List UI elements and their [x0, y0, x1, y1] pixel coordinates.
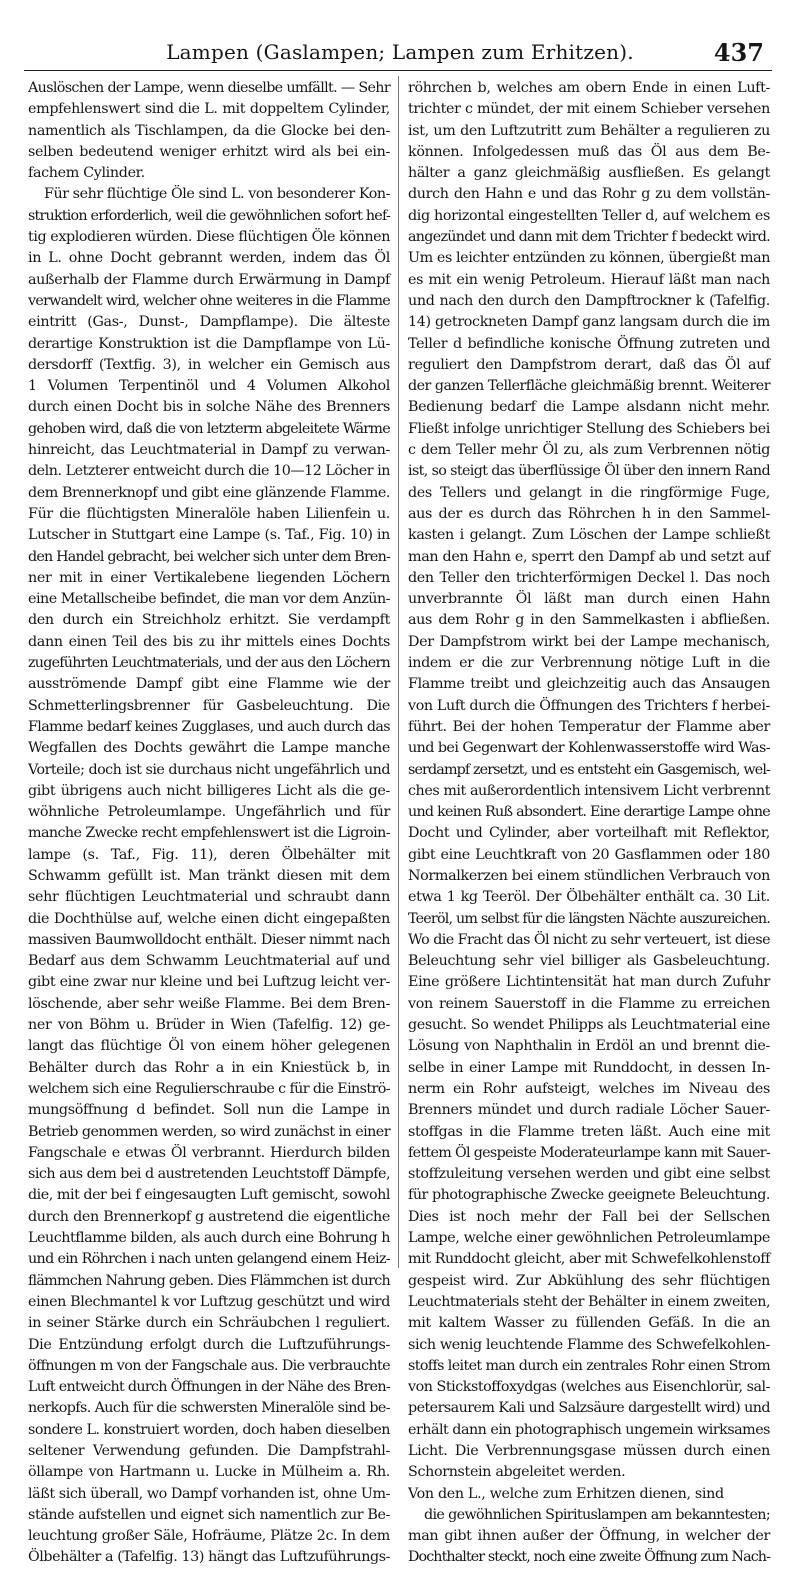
text-line: zugeführten Leuchtmaterials, und der aus den Löchern	[28, 655, 390, 672]
text-line: Schwamm gefüllt ist. Man tränkt diesen mit dem	[28, 867, 390, 884]
text-line: und bei Gegenwart der Kohlenwasserstoffe wird Was-	[408, 740, 770, 757]
text-line: angezündet und dann mit dem Trichter f bedeckt wird.	[408, 229, 770, 246]
text-line: öllampe von Hartmann u. Lucke in Mülheim a. Rh.	[28, 1464, 390, 1481]
text-line: Der Dampfstrom wirkt bei der Lampe mechanisch,	[408, 633, 770, 650]
text-line: fachem Cylinder.	[28, 165, 145, 182]
text-line: ner von Böhm u. Brüder in Wien (Tafelfig. 12) ge-	[28, 1017, 390, 1034]
text-line: namentlich als Tischlampen, da die Glocke bei den-	[28, 122, 390, 139]
text-line: Von den L., welche zum Erhitzen dienen, sind	[408, 1485, 724, 1502]
text-line: es mit ein wenig Petroleum. Hierauf läßt man nach	[408, 271, 770, 288]
text-line: röhrchen b, welches am obern Ende in einen Luft-	[408, 80, 770, 96]
header-rule	[24, 70, 772, 71]
text-line: die, mit der bei f eingesaugten Luft gemischt, sowohl	[28, 1187, 390, 1204]
text-line: petersaurem Kali und Salzsäure dargestellt wird) und	[408, 1400, 770, 1417]
text-line: Lutscher in Stuttgart eine Lampe (s. Taf., Fig. 10) in	[28, 527, 390, 544]
text-line: Wo die Fracht das Öl nicht zu sehr verteuert, ist diese	[408, 931, 770, 948]
text-line: reguliert den Dampfstrom derart, daß das Öl auf	[408, 356, 770, 373]
text-line: serdampf zersetzt, und es entsteht ein Gasgemisch, wel-	[408, 761, 770, 778]
text-line: Für sehr flüchtige Öle sind L. von besonderer Kon-	[44, 186, 390, 203]
text-line: Teller d befindliche konische Öffnung zutreten und	[408, 335, 770, 352]
text-line: für photographische Zwecke geeignete Beleuchtung.	[408, 1187, 770, 1204]
text-line: der ganzen Tellerfläche gleichmäßig brennt. Weiterer	[408, 378, 770, 395]
text-line: mit Runddocht gleicht, aber mit Schwefelkohlenstoff	[408, 1251, 770, 1268]
text-line: eine Metallscheibe befindet, die man vor dem Anzün-	[28, 591, 390, 608]
text-line: durch den Hahn e und das Rohr g zu dem vollstän-	[408, 186, 770, 203]
text-line: Für die flüchtigsten Mineralöle haben Lilienfein u.	[28, 505, 390, 522]
text-line: Dies ist noch mehr der Fall bei der Sellschen	[408, 1208, 770, 1225]
text-line: in L. ohne Docht gebrannt werden, indem das Öl	[28, 250, 390, 267]
text-line: die Dochthülse auf, welche einen dicht eingepaßten	[28, 910, 390, 927]
text-line: Normalkerzen bei einem stündlichen Verbrauch von	[408, 867, 770, 884]
text-line: Leuchtflamme bilden, als auch durch eine Bohrung h	[28, 1230, 390, 1247]
text-line: Fangschale e etwas Öl verbrannt. Hierdurch bilden	[28, 1144, 390, 1161]
text-line: ner mit in einer Vertikalebene liegenden Löchern	[28, 569, 390, 586]
text-line: nerkopfs. Auch für die schwersten Mineralöle sind be-	[28, 1400, 390, 1417]
text-line: außerhalb der Flamme durch Erwärmung in Dampf	[28, 271, 390, 288]
text-line: trichter c mündet, der mit einem Schieber versehen	[408, 101, 770, 118]
text-line: massiven Baumwolldocht enthält. Dieser nimmt nach	[28, 931, 390, 948]
text-line: selben bedeutend weniger erhitzt wird als bei ein-	[28, 143, 390, 160]
text-line: Fließt infolge unrichtiger Stellung des Schiebers bei	[408, 420, 770, 437]
text-line: ist, so steigt das überflüssige Öl über den innern Rand	[408, 463, 770, 480]
text-line: flämmchen Nahrung geben. Dies Flämmchen ist durch	[28, 1272, 390, 1289]
text-line: des Tellers und gelangt in die ringförmige Fuge,	[408, 484, 770, 501]
text-line: hälter a ganz gleichmäßig ausfließen. Es gelangt	[408, 165, 770, 182]
text-line: durch einen Docht bis in solche Nähe des Brenners	[28, 399, 390, 416]
text-line: tig explodieren würden. Diese flüchtigen Öle können	[28, 229, 390, 246]
text-line: deln. Letzterer entweicht durch die 10—12 Löcher in	[28, 463, 390, 480]
text-line: dersdorff (Textfig. 3), in welcher ein Gemisch aus	[28, 356, 390, 373]
text-line: ist, um den Luftzutritt zum Behälter a regulieren zu	[408, 122, 770, 139]
text-line: mit kaltem Wasser zu füllenden Gefäß. In die an	[408, 1315, 770, 1332]
text-line: den durch ein Streichholz erhitzt. Sie verdampft	[28, 612, 390, 629]
text-line: hinreicht, das Leuchtmaterial in Dampf zu verwan-	[28, 442, 390, 459]
text-line: Flamme treibt und gleichzeitig auch das Ansaugen	[408, 676, 770, 693]
text-line: wöhnliche Petroleumlampe. Ungefährlich und für	[28, 804, 390, 821]
text-line: einen Blechmantel k vor Luftzug geschützt und wird	[28, 1293, 390, 1310]
column-divider	[398, 76, 399, 1268]
text-line: löschende, aber sehr weiße Flamme. Bei dem Bren-	[28, 995, 390, 1012]
text-line: Eine größere Lichtintensität hat man durch Zufuhr	[408, 974, 770, 991]
text-line: man gibt ihnen außer der Öffnung, in welcher der	[408, 1528, 770, 1545]
text-line: stoffs leitet man durch ein zentrales Rohr einen Strom	[408, 1357, 770, 1374]
running-title: Lampen (Gaslampen; Lampen zum Erhitzen).	[166, 40, 634, 64]
text-line: Flamme bedarf keines Zugglases, und auch durch das	[28, 718, 390, 735]
text-line: sich aus dem bei d austretenden Leuchtstoff Dämpfe,	[28, 1166, 390, 1183]
text-line: 1 Volumen Terpentinöl und 4 Volumen Alkohol	[28, 378, 390, 395]
text-line: Um es leichter entzünden zu können, übergießt man	[408, 250, 770, 267]
text-line: Bedienung bedarf die Lampe alsdann nicht mehr.	[408, 399, 770, 416]
text-line: dann einen Teil des bis zu ihr mittels eines Dochts	[28, 633, 390, 650]
text-line: Brenners mündet und durch radiale Löcher Sauer-	[408, 1102, 770, 1119]
text-line: ausströmende Dampf gibt eine Flamme wie der	[28, 676, 390, 693]
text-line: läßt sich überall, wo Dampf vorhanden ist, ohne Um-	[28, 1485, 390, 1502]
text-line: leuchtung großer Säle, Hofräume, Plätze 2c. In dem	[28, 1528, 390, 1545]
text-line: Auslöschen der Lampe, wenn dieselbe umfällt. — Sehr	[28, 80, 390, 96]
text-line: gibt eine zwar nur kleine und bei Luftzug leicht ver-	[28, 974, 390, 991]
text-line: sehr flüchtigen Leuchtmaterial und schraubt dann	[28, 889, 390, 906]
text-line: von Luft durch die Öffnungen des Trichters f herbei-	[408, 697, 770, 714]
text-line: c dem Teller mehr Öl zu, als zum Verbrennen nötig	[408, 442, 770, 459]
text-line: nerm ein Rohr aufsteigt, welches im Niveau des	[408, 1080, 770, 1097]
text-line: von reinem Sauerstoff in die Flamme zu erreichen	[408, 995, 770, 1012]
text-line: unverbrannte Öl läßt man durch einen Hahn	[408, 591, 770, 608]
text-line: Licht. Die Verbrennungsgase müssen durch einen	[408, 1443, 770, 1459]
text-line: stoffzuleitung versehen werden und gibt eine selbst	[408, 1166, 770, 1183]
text-line: Die Entzündung erfolgt durch die Luftzuführungs-	[28, 1336, 390, 1353]
text-line: stände aufstellen und eignet sich namentlich zur Be-	[28, 1506, 390, 1523]
text-line: indem er die zur Verbrennung nötige Luft in die	[408, 655, 770, 672]
text-line: dig horizontal eingestellten Teller d, auf welchem es	[408, 207, 770, 224]
right-column	[408, 78, 772, 1569]
text-line: seltener Verwendung gefunden. Die Dampfstrahl-	[28, 1443, 390, 1459]
page-header	[28, 38, 772, 72]
text-line: Schmetterlingsbrenner für Gasbeleuchtung. Die	[28, 697, 390, 714]
text-line: Lampe, welche einer gewöhnlichen Petroleumlampe	[408, 1230, 770, 1247]
text-line: dem Brennerknopf und gibt eine glänzende Flamme.	[28, 484, 390, 501]
text-line: Schornstein abgeleitet werden.	[408, 1464, 626, 1481]
text-line: den Handel gebracht, bei welcher sich unter dem Bren-	[28, 548, 390, 565]
text-line: von Stickstoffoxydgas (welches aus Eisenchlorür, sal-	[408, 1379, 770, 1396]
text-line: mungsöffnung d befindet. Soll nun die Lampe in	[28, 1102, 390, 1119]
text-line: derartige Konstruktion ist die Dampflampe von Lü-	[28, 335, 390, 352]
text-line: sich wenig leuchtende Flamme des Schwefelkohlen-	[408, 1336, 770, 1353]
text-line: fettem Öl gespeiste Moderateurlampe kann mit Sauer-	[408, 1144, 770, 1161]
text-line: öffnungen m von der Fangschale aus. Die verbrauchte	[28, 1357, 390, 1374]
text-line: Behälter durch das Rohr a in ein Kniestück b, in	[28, 1059, 390, 1076]
text-line: gehoben wird, daß die von letzterm abgeleitete Wärme	[28, 420, 390, 437]
text-line: kasten i gelangt. Zum Löschen der Lampe schließt	[408, 527, 770, 544]
text-line: struktion erforderlich, weil die gewöhnlichen sofort hef-	[28, 207, 390, 224]
text-line: können. Infolgedessen muß das Öl aus dem Be-	[408, 143, 770, 160]
text-line: langt das flüchtige Öl von einem höher gelegenen	[28, 1038, 390, 1055]
text-line: verwandelt wird, welcher ohne weiteres in die Flamme	[28, 292, 390, 309]
text-line: erhält dann ein photographisch ungemein wirksames	[408, 1421, 770, 1438]
text-line: Wegfallen des Dochts gewährt die Lampe manche	[28, 740, 390, 757]
text-line: Teeröl, um selbst für die längsten Nächte auszureichen.	[408, 910, 770, 927]
text-line: gibt eine Leuchtkraft von 20 Gasflammen oder 180	[408, 846, 770, 863]
text-line: ches mit außerordentlich intensivem Licht verbrennt	[408, 782, 770, 799]
page-number: 437	[713, 38, 764, 67]
text-line: und keinen Ruß absondert. Eine derartige Lampe ohne	[408, 804, 770, 821]
text-line: Dochthalter steckt, noch eine zweite Öffnung zum Nach-	[408, 1549, 770, 1566]
text-line: welchem sich eine Regulierschraube c für die Einströ-	[28, 1080, 390, 1097]
text-line: Docht und Cylinder, aber vorteilhaft mit Reflektor,	[408, 825, 770, 842]
text-line: führt. Bei der hohen Temperatur der Flamme aber	[408, 718, 770, 735]
text-line: sondere L. konstruiert worden, doch haben dieselben	[28, 1421, 390, 1438]
text-line: Ölbehälter a (Tafelfig. 13) hängt das Luftzuführungs-	[28, 1549, 390, 1566]
left-column	[28, 78, 392, 1569]
text-line: etwa 1 kg Teeröl. Der Ölbehälter enthält ca. 30 Lit.	[408, 889, 770, 906]
text-line: und ein Röhrchen i nach unten gelangend einem Heiz-	[28, 1251, 390, 1268]
text-line: man den Hahn e, sperrt den Dampf ab und setzt auf	[408, 548, 770, 565]
text-line: lampe (s. Taf., Fig. 11), deren Ölbehälter mit	[28, 846, 390, 863]
text-line: Lösung von Naphthalin in Erdöl an und brennt die-	[408, 1038, 770, 1055]
text-line: eintritt (Gas-, Dunst-, Dampflampe). Die älteste	[28, 314, 390, 331]
text-line: und nach den durch den Dampftrockner k (Tafelfig.	[408, 292, 770, 309]
text-line: Bedarf aus dem Schwamm Leuchtmaterial auf und	[28, 953, 390, 970]
text-line: Betrieb genommen werden, so wird zunächst in einer	[28, 1123, 390, 1140]
text-line: gespeist wird. Zur Abkühlung des sehr flüchtigen	[408, 1272, 770, 1289]
text-line: die gewöhnlichen Spirituslampen am bekanntesten;	[424, 1506, 770, 1523]
text-line: 14) getrockneten Dampf ganz langsam durch die im	[408, 314, 770, 331]
text-line: in seiner Stärke durch ein Schräubchen l reguliert.	[28, 1315, 390, 1332]
text-line: durch den Brennerkopf g austretend die eigentliche	[28, 1208, 390, 1225]
text-line: aus dem Rohr g in den Sammelkasten i abfließen.	[408, 612, 770, 629]
text-line: gibt übrigens auch nicht billigeres Licht als die ge-	[28, 782, 390, 799]
text-line: aus der es durch das Röhrchen h in den Sammel-	[408, 505, 770, 522]
text-line: den Teller den trichterförmigen Deckel l. Das noch	[408, 569, 770, 586]
text-line: manche Zwecke recht empfehlenswert ist die Ligroin-	[28, 825, 390, 842]
text-line: Beleuchtung sehr viel billiger als Gasbeleuchtung.	[408, 953, 770, 970]
text-line: Luft entweicht durch Öffnungen in der Nähe des Bren-	[28, 1379, 390, 1396]
text-line: Leuchtmaterials steht der Behälter in einem zweiten,	[408, 1293, 770, 1310]
text-line: gesucht. So wendet Philipps als Leuchtmaterial eine	[408, 1017, 770, 1034]
text-line: selbe in einer Lampe mit Runddocht, in dessen In-	[408, 1059, 770, 1076]
text-line: stoffgas in die Flamme treten läßt. Auch eine mit	[408, 1123, 770, 1140]
text-line: empfehlenswert sind die L. mit doppeltem Cylinder,	[28, 101, 390, 118]
text-line: Vorteile; doch ist sie durchaus nicht ungefährlich und	[28, 761, 390, 778]
